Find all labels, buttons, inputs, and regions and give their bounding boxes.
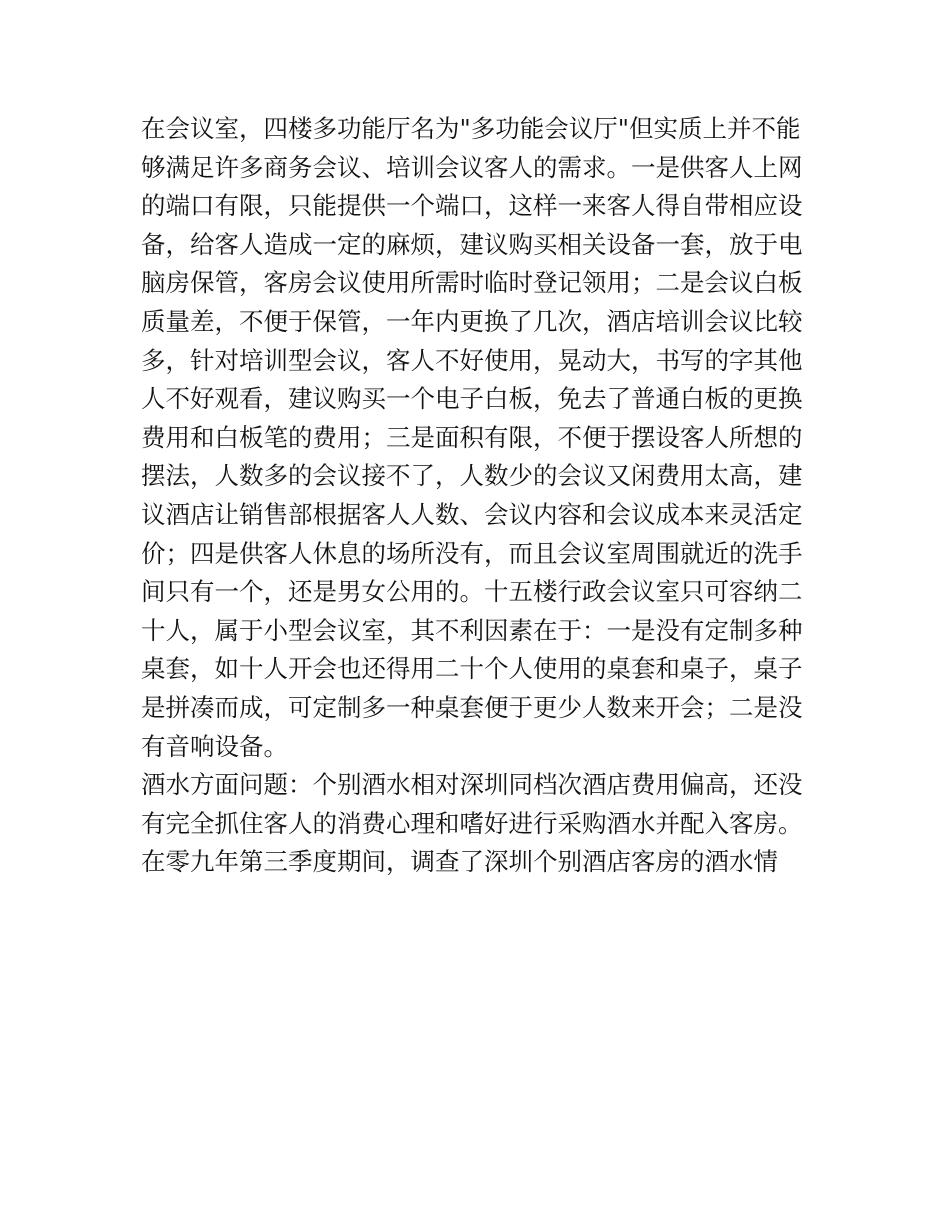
text-line: 脑房保管，客房会议使用所需时临时登记领用；二是会议白板 — [141, 268, 803, 298]
text-line: 备，给客人造成一定的麻烦，建议购买相关设备一套，放于电 — [141, 229, 803, 259]
text-line: 多，针对培训型会议，客人不好使用，晃动大，书写的字其他 — [141, 345, 803, 375]
text-line: 质量差，不便于保管，一年内更换了几次，酒店培训会议比较 — [141, 306, 803, 336]
text-line: 费用和白板笔的费用；三是面积有限，不便于摆设客人所想的 — [141, 422, 803, 452]
text-line: 的端口有限，只能提供一个端口，这样一来客人得自带相应设 — [141, 191, 803, 221]
text-line: 有音响设备。 — [141, 731, 288, 761]
text-line: 摆法，人数多的会议接不了，人数少的会议又闲费用太高，建 — [141, 461, 803, 491]
text-line: 价；四是供客人休息的场所没有，而且会议室周围就近的洗手 — [141, 538, 803, 568]
document-body — [141, 110, 821, 882]
text-line: 人不好观看，建议购买一个电子白板，免去了普通白板的更换 — [141, 384, 803, 414]
text-line: 十人，属于小型会议室，其不利因素在于：一是没有定制多种 — [141, 615, 803, 645]
text-line: 桌套，如十人开会也还得用二十个人使用的桌套和桌子，桌子 — [141, 654, 803, 684]
text-line: 有完全抓住客人的消费心理和嗜好进行采购酒水并配入客房。 — [141, 808, 803, 838]
text-line: 间只有一个，还是男女公用的。十五楼行政会议室只可容纳二 — [141, 577, 803, 607]
text-line: 酒水方面问题：个别酒水相对深圳同档次酒店费用偏高，还没 — [141, 770, 803, 800]
text-line: 是拼凑而成，可定制多一种桌套便于更少人数来开会；二是没 — [141, 692, 803, 722]
text-line: 在会议室，四楼多功能厅名为"多功能会议厅"但实质上并不能 — [141, 114, 801, 143]
text-line: 在零九年第三季度期间，调查了深圳个别酒店客房的酒水情 — [141, 847, 778, 877]
text-line: 议酒店让销售部根据客人人数、会议内容和会议成本来灵活定 — [141, 499, 803, 529]
text-line: 够满足许多商务会议、培训会议客人的需求。一是供客人上网 — [141, 152, 803, 182]
